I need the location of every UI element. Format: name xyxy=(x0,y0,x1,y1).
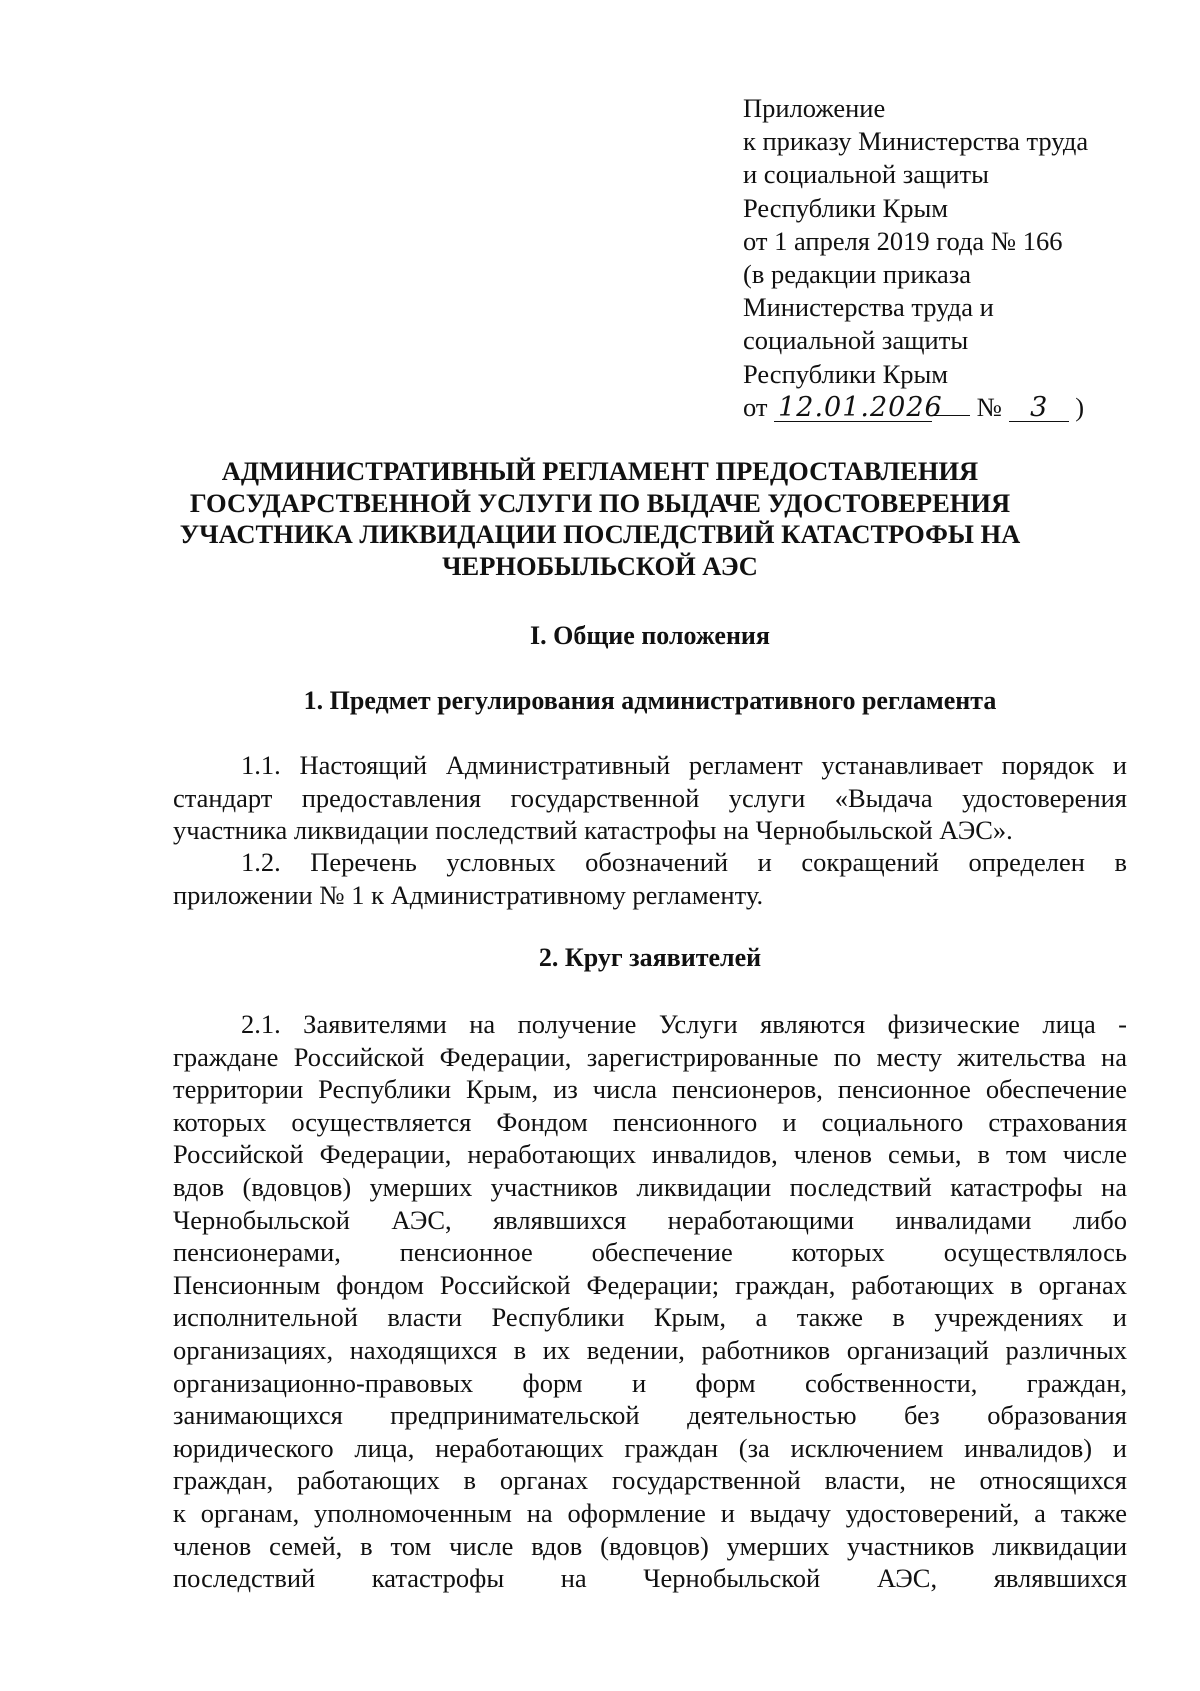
paragraph-line: 1.2. Перечень условных обозначений и сокращений определен в xyxy=(241,847,1127,877)
underline-gap xyxy=(932,415,970,416)
appendix-line: Республики Крым xyxy=(743,192,949,223)
paragraph-line: Российской Федерации, неработающих инвалидов, членов семьи, в том числе xyxy=(173,1139,1127,1170)
amendment-prefix: от xyxy=(743,391,768,422)
paragraph-1-1 xyxy=(173,749,1127,847)
paragraph-line: организационно-правовых форм и форм собственности, граждан, xyxy=(173,1367,1127,1398)
appendix-line: к приказу Министерства труда xyxy=(743,126,1089,157)
paragraph-line: пенсионерами, пенсионное обеспечение которых осуществлялось xyxy=(173,1237,1127,1268)
paragraph-line: последствий катастрофы на Чернобыльской АЭС, являвшихся xyxy=(173,1563,1127,1594)
paragraph-line: исполнительной власти Республики Крым, а также в учреждениях и xyxy=(173,1302,1127,1333)
amendment-date-line xyxy=(743,391,1163,424)
paragraph-line: организациях, находящихся в их ведении, работников организаций различных xyxy=(173,1334,1127,1365)
handwritten-date: 12.01.2026 xyxy=(774,395,932,422)
title-line: УЧАСТНИКА ЛИКВИДАЦИИ ПОСЛЕДСТВИЙ КАТАСТРОФЫ НА xyxy=(179,519,1021,549)
appendix-line: (в редакции приказа xyxy=(743,259,971,290)
appendix-line: и социальной защиты xyxy=(743,159,989,190)
close-paren: ) xyxy=(1075,391,1085,422)
paragraph-line: членов семей, в том числе вдов (вдовцов) умерших участников ликвидации xyxy=(173,1530,1127,1561)
appendix-line: Приложение xyxy=(743,93,886,123)
subsection-heading: 1. Предмет регулирования административного регламента xyxy=(303,686,997,715)
paragraph-line: юридического лица, неработающих граждан (за исключением инвалидов) и xyxy=(173,1432,1127,1463)
title-line: ЧЕРНОБЫЛЬСКОЙ АЭС xyxy=(442,550,758,581)
appendix-line: Республики Крым xyxy=(743,358,949,389)
section-heading: I. Общие положения xyxy=(530,621,770,650)
appendix-line xyxy=(743,225,1163,258)
paragraph-line: граждан, работающих в органах государственной власти, не относящихся xyxy=(173,1465,1127,1496)
paragraph-line: территории Республики Крым, из числа пенсионеров, пенсионное обеспечение xyxy=(173,1074,1127,1105)
paragraph-line: граждане Российской Федерации, зарегистрированные по месту жительства на xyxy=(173,1041,1127,1072)
paragraph-line: 2.1. Заявителями на получение Услуги являются физические лица - xyxy=(241,1009,1127,1039)
paragraph-line: Чернобыльской АЭС, являвшихся неработающими инвалидами либо xyxy=(173,1204,1127,1235)
title-line: АДМИНИСТРАТИВНЫЙ РЕГЛАМЕНТ ПРЕДОСТАВЛЕНИЯ xyxy=(221,456,979,486)
number-sign: № xyxy=(976,391,1003,422)
title-line: ГОСУДАРСТВЕННОЙ УСЛУГИ ПО ВЫДАЧЕ УДОСТОВЕРЕНИЯ xyxy=(189,487,1011,518)
subsection-heading: 2. Круг заявителей xyxy=(538,943,762,972)
paragraph-line: к органам, уполномоченным на оформление и выдачу удостоверений, а также xyxy=(173,1497,1127,1528)
paragraph-1-2 xyxy=(173,846,1127,911)
paragraph-line: стандарт предоставления государственной услуги «Выдача удостоверения xyxy=(173,782,1127,813)
document-title xyxy=(150,456,1050,582)
paragraph-line: занимающихся предпринимательской деятельностью без образования xyxy=(173,1400,1127,1431)
paragraph-2-1 xyxy=(173,1008,1127,1595)
paragraph-line: которых осуществляется Фондом пенсионного и социального страхования xyxy=(173,1106,1127,1137)
handwritten-number: 3 xyxy=(1009,395,1069,422)
paragraph-line: Пенсионным фондом Российской Федерации; граждан, работающих в органах xyxy=(173,1269,1127,1300)
paragraph-line: приложении № 1 к Административному регламенту. xyxy=(173,879,764,910)
appendix-order-date: от 1 апреля 2019 года № 166 xyxy=(743,225,1063,256)
appendix-line: социальной защиты xyxy=(743,325,969,356)
paragraph-line: участника ликвидации последствий катастрофы на Чернобыльской АЭС». xyxy=(173,815,1013,846)
appendix-block xyxy=(743,92,1163,424)
paragraph-line: вдов (вдовцов) умерших участников ликвидации последствий катастрофы на xyxy=(173,1171,1127,1202)
appendix-line: Министерства труда и xyxy=(743,292,994,323)
paragraph-line: 1.1. Настоящий Административный регламент устанавливает порядок и xyxy=(241,750,1127,780)
